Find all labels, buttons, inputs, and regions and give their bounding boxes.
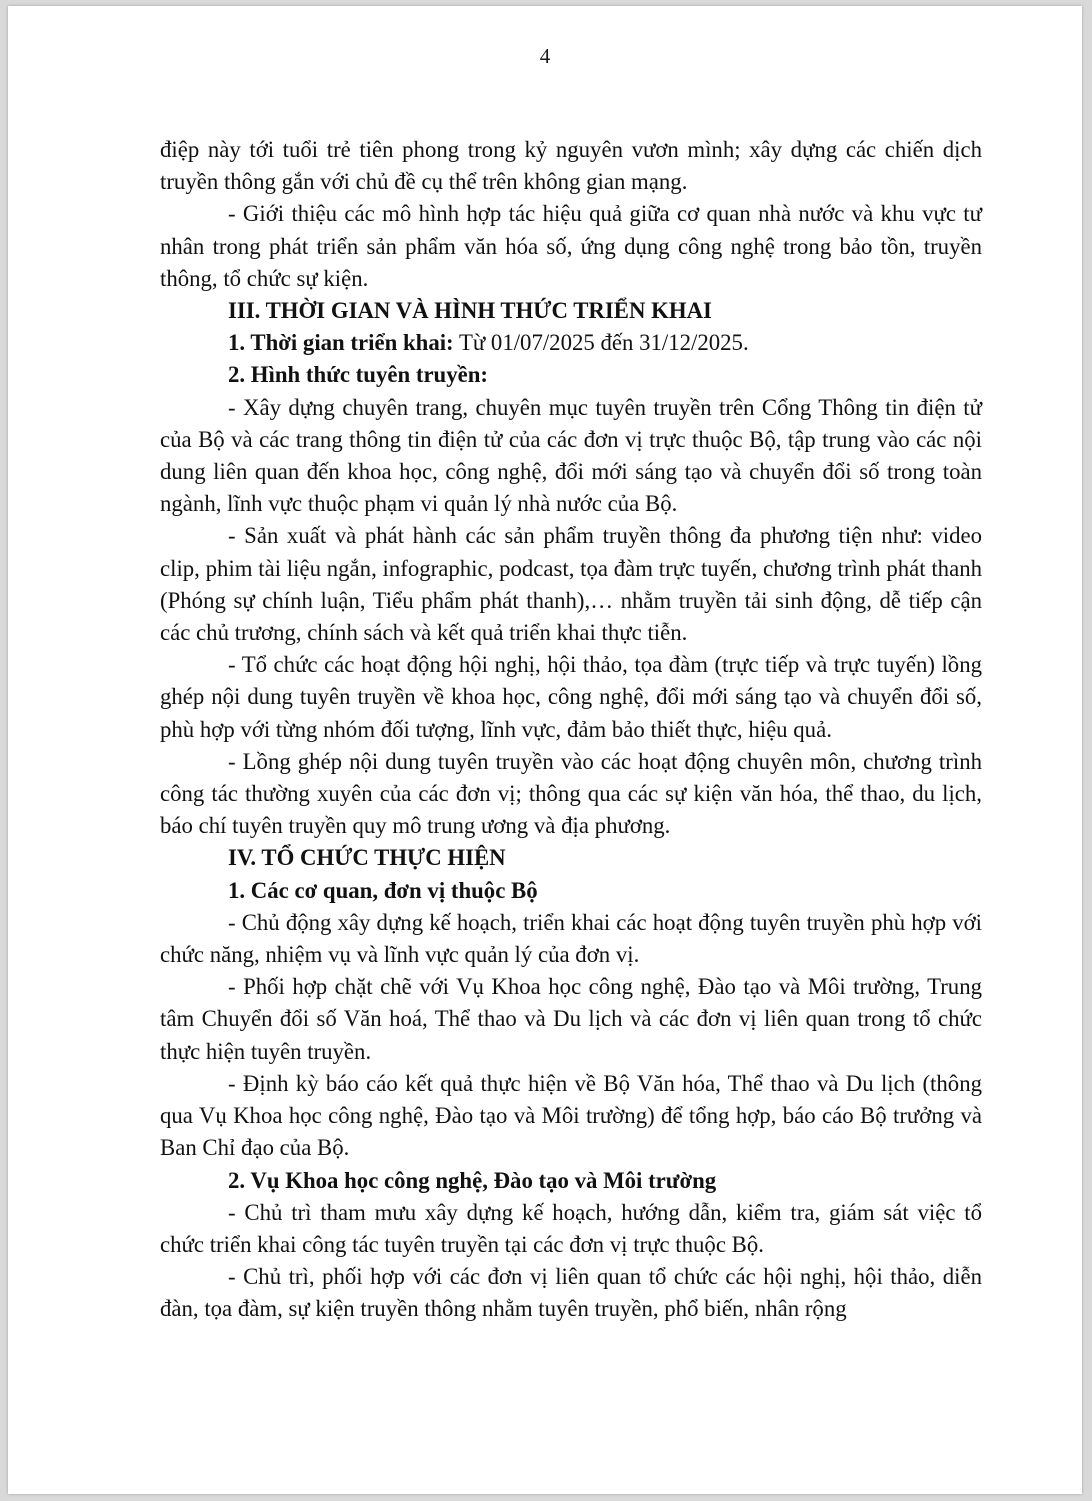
paragraph: - Tổ chức các hoạt động hội nghị, hội thảo, tọa đàm (trực tiếp và trực tuyến) lồng ghép nội dung tuyên truyền về khoa học, công nghệ, đổi mới sáng tạo và chuyển đổi số, phù hợp với từng nhóm đối tượng, lĩnh vực, đảm bảo thiết thực, hiệu quả.: [160, 652, 982, 742]
page-number: 4: [539, 44, 551, 68]
document-page: [8, 6, 1082, 1494]
subheading-agencies: 1. Các cơ quan, đơn vị thuộc Bộ: [228, 877, 538, 903]
subheading-science-department: 2. Vụ Khoa học công nghệ, Đào tạo và Môi trường: [228, 1167, 717, 1193]
paragraph: - Xây dựng chuyên trang, chuyên mục tuyên truyền trên Cổng Thông tin điện tử của Bộ và các trang thông tin điện tử của các đơn vị trực thuộc Bộ, tập trung vào các nội dung liên quan đến khoa học, công nghệ, đổi mới sáng tạo và chuyển đổi số trong toàn ngành, lĩnh vực thuộc phạm vi quản lý nhà nước của Bộ.: [160, 394, 982, 517]
subheading-implementation-time: [160, 327, 982, 359]
paragraph: - Sản xuất và phát hành các sản phẩm truyền thông đa phương tiện như: video clip, phim tài liệu ngắn, infographic, podcast, tọa đàm trực tuyến, chương trình phát thanh (Phóng sự chính luận, Tiểu phẩm phát thanh),… nhằm truyền tải sinh động, dễ tiếp cận các chủ trương, chính sách và kết quả triển khai thực tiễn.: [160, 523, 982, 646]
paragraph: - Phối hợp chặt chẽ với Vụ Khoa học công nghệ, Đào tạo và Môi trường, Trung tâm Chuyển đổi số Văn hoá, Thể thao và Du lịch và các đơn vị liên quan trong tổ chức thực hiện tuyên truyền.: [160, 974, 982, 1064]
subheading-value: Từ 01/07/2025 đến 31/12/2025.: [453, 330, 749, 356]
paragraph: - Giới thiệu các mô hình hợp tác hiệu quả giữa cơ quan nhà nước và khu vực tư nhân trong phát triển sản phẩm văn hóa số, ứng dụng công nghệ trong bảo tồn, truyền thông, tổ chức sự kiện.: [160, 201, 982, 291]
paragraph: - Định kỳ báo cáo kết quả thực hiện về Bộ Văn hóa, Thể thao và Du lịch (thông qua Vụ Khoa học công nghệ, Đào tạo và Môi trường) để tổng hợp, báo cáo Bộ trưởng và Ban Chỉ đạo của Bộ.: [160, 1070, 982, 1161]
section-heading-iv: IV. TỔ CHỨC THỰC HIỆN: [228, 845, 506, 871]
subheading-propaganda-form: 2. Hình thức tuyên truyền:: [228, 362, 489, 388]
paragraph: - Chủ động xây dựng kế hoạch, triển khai các hoạt động tuyên truyền phù hợp với chức năng, nhiệm vụ và lĩnh vực quản lý của đơn vị.: [160, 909, 982, 968]
subheading-label: 1. Thời gian triển khai:: [228, 330, 454, 356]
paragraph: - Chủ trì, phối hợp với các đơn vị liên quan tổ chức các hội nghị, hội thảo, diễn đàn, tọa đàm, sự kiện truyền thông nhằm tuyên truyền, phổ biến, nhân rộng: [160, 1264, 982, 1322]
paragraph: - Lồng ghép nội dung tuyên truyền vào các hoạt động chuyên môn, chương trình công tác thường xuyên của các đơn vị; thông qua các sự kiện văn hóa, thể thao, du lịch, báo chí tuyên truyền quy mô trung ương và địa phương.: [160, 748, 982, 839]
paragraph: điệp này tới tuổi trẻ tiên phong trong kỷ nguyên vươn mình; xây dựng các chiến dịch truyền thông gắn với chủ đề cụ thể trên không gian mạng.: [160, 137, 982, 195]
document-body: [160, 134, 982, 1326]
paragraph: - Chủ trì tham mưu xây dựng kế hoạch, hướng dẫn, kiểm tra, giám sát việc tổ chức triển khai công tác tuyên truyền tại các đơn vị trực thuộc Bộ.: [160, 1199, 982, 1257]
section-heading-iii: III. THỜI GIAN VÀ HÌNH THỨC TRIỂN KHAI: [228, 298, 712, 324]
